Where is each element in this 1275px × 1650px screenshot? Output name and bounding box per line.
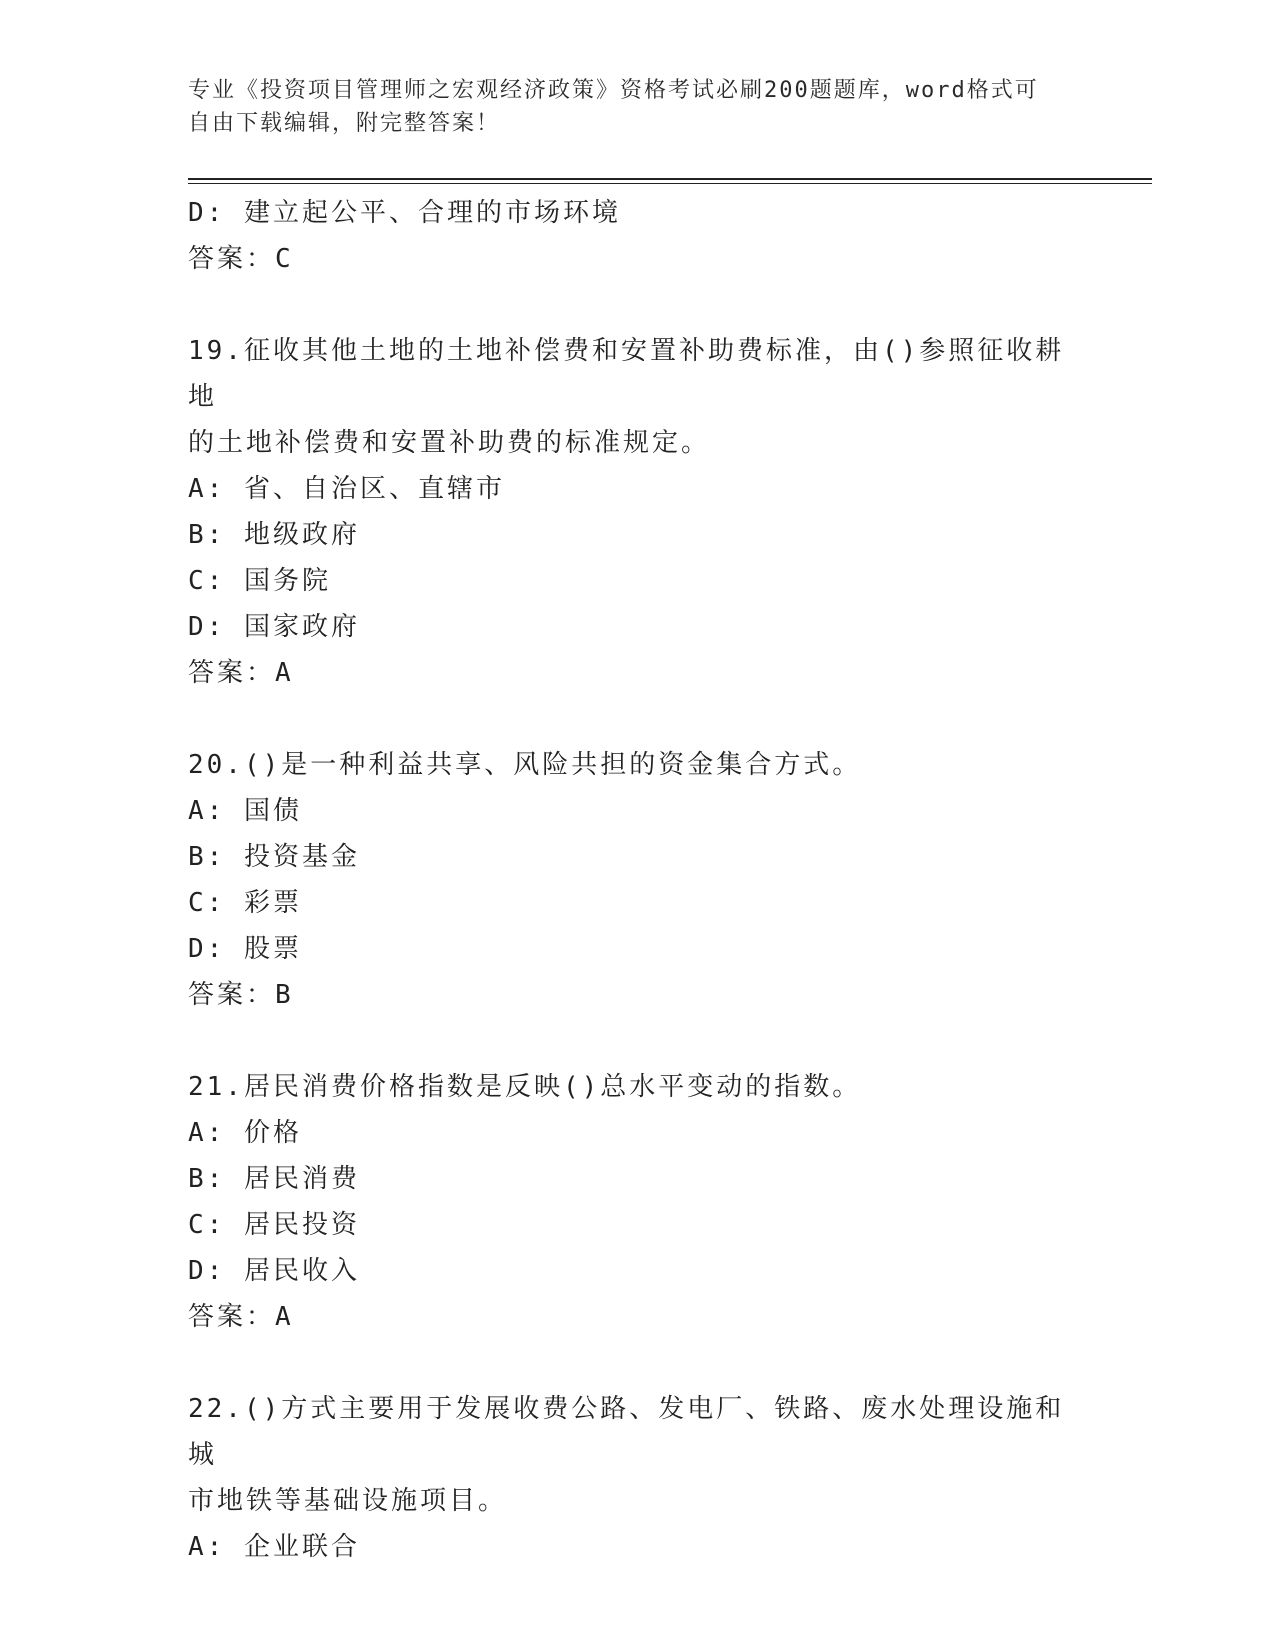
question-22-option-a: A: 企业联合: [188, 1532, 360, 1562]
question-21-option-a: A: 价格: [188, 1118, 302, 1148]
question-20-option-b: B: 投资基金: [188, 842, 360, 872]
question-19: [188, 328, 1088, 696]
header-line-1: 专业《投资项目管理师之宏观经济政策》资格考试必刷200题题库，word格式可: [188, 78, 1039, 103]
answer-label: 答案：: [188, 980, 276, 1010]
answer-label: 答案：: [188, 658, 276, 688]
question-20-option-c: C: 彩票: [188, 888, 302, 918]
prev-option-d: D: 建立起公平、合理的市场环境: [188, 198, 621, 228]
header-divider-thin: [188, 183, 1152, 184]
question-19-option-d: D: 国家政府: [188, 612, 360, 642]
question-21: [188, 1064, 1088, 1340]
question-20-answer: [188, 972, 1088, 1018]
question-20-option-d: D: 股票: [188, 934, 302, 964]
answer-value: C: [275, 244, 294, 274]
question-19-option-a: A: 省、自治区、直辖市: [188, 474, 505, 504]
answer-value: A: [275, 658, 294, 688]
answer-label: 答案：: [188, 1302, 276, 1332]
question-20-option-a: A: 国债: [188, 796, 302, 826]
question-21-answer: [188, 1294, 1088, 1340]
header-divider-thick: [188, 178, 1152, 180]
answer-label: 答案：: [188, 244, 276, 274]
answer-value: A: [275, 1302, 294, 1332]
question-21-option-d: D: 居民收入: [188, 1256, 360, 1286]
question-21-option-b: B: 居民消费: [188, 1164, 360, 1194]
question-19-option-c: C: 国务院: [188, 566, 331, 596]
header-line-2: 自由下载编辑，附完整答案！: [188, 111, 501, 136]
question-19-option-b: B: 地级政府: [188, 520, 360, 550]
document-header: [188, 74, 1068, 140]
question-22: [188, 1386, 1088, 1570]
question-content: [188, 190, 1088, 1570]
prev-answer: [188, 236, 1088, 282]
question-19-answer: [188, 650, 1088, 696]
question-19-line-1: 19.征收其他土地的土地补偿费和安置补助费标准，由()参照征收耕地: [188, 336, 1065, 412]
question-21-option-c: C: 居民投资: [188, 1210, 360, 1240]
question-20: [188, 742, 1088, 1018]
question-21-line-1: 21.居民消费价格指数是反映()总水平变动的指数。: [188, 1072, 862, 1102]
question-22-line-1: 22.()方式主要用于发展收费公路、发电厂、铁路、废水处理设施和城: [188, 1394, 1065, 1470]
question-20-line-1: 20.()是一种利益共享、风险共担的资金集合方式。: [188, 750, 862, 780]
question-19-line-2: 的土地补偿费和安置补助费的标准规定。: [188, 428, 711, 458]
answer-value: B: [275, 980, 294, 1010]
question-22-line-2: 市地铁等基础设施项目。: [188, 1486, 508, 1516]
